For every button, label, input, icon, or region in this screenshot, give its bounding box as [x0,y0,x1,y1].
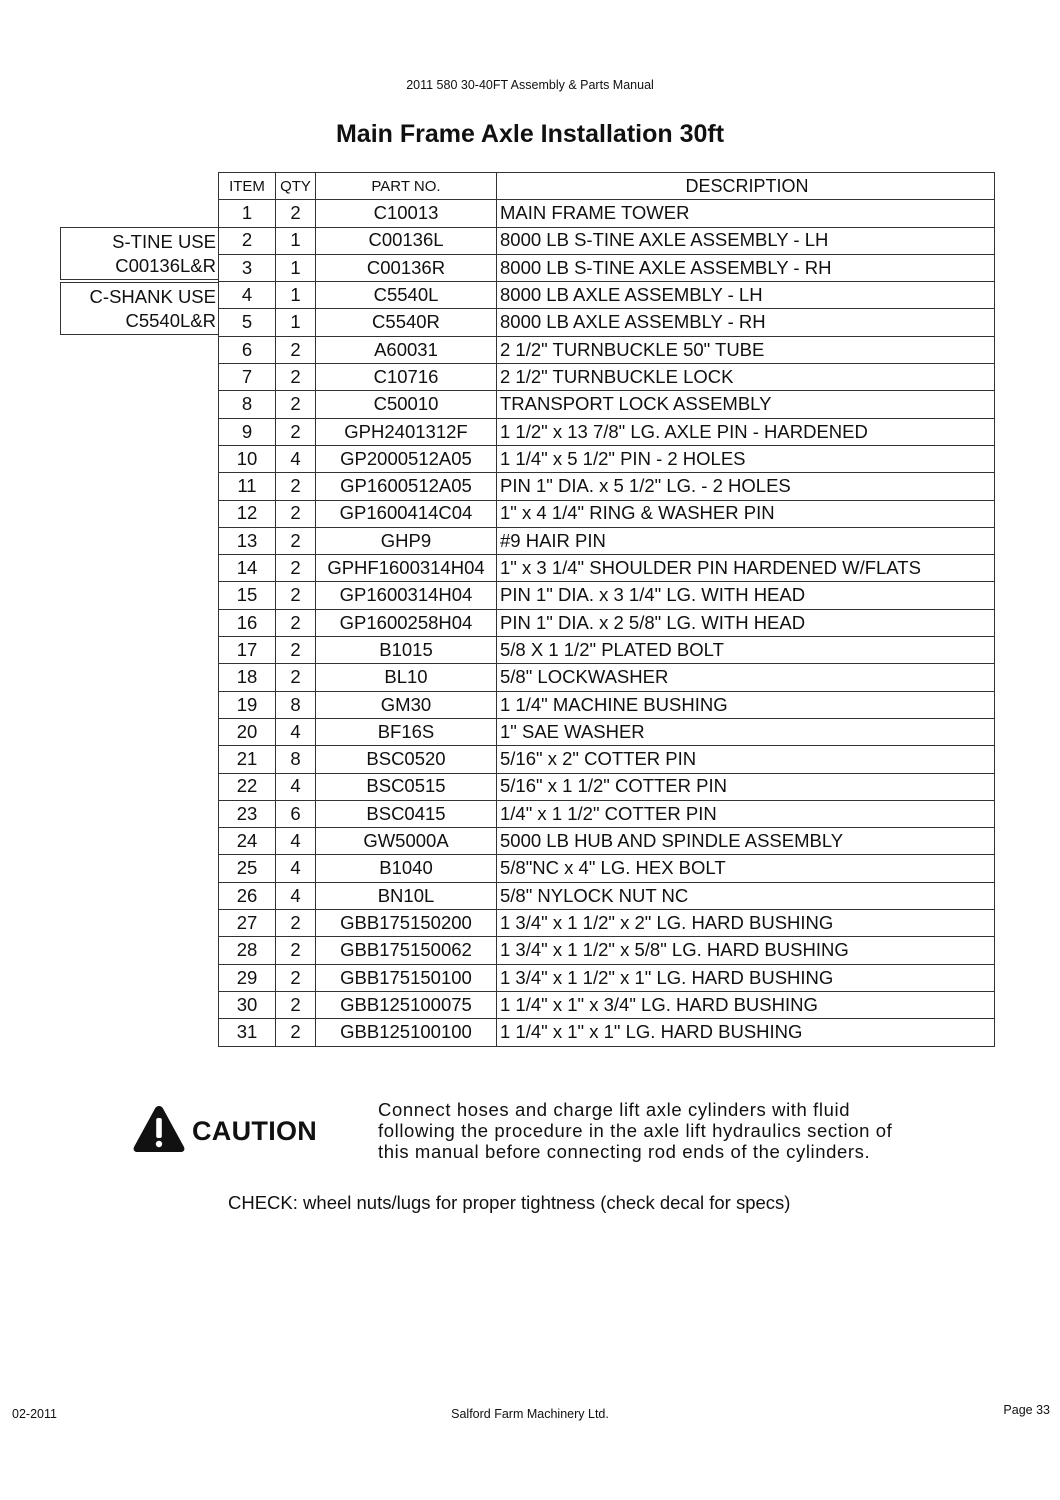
part-number-cell: C00136R [316,254,497,281]
part-number-cell: GM30 [316,691,497,718]
part-number-cell: GBB175150200 [316,910,497,937]
item-number-cell: 12 [219,500,276,527]
item-number-cell: 1 [219,200,276,227]
item-number-cell: 3 [219,254,276,281]
qty-cell: 1 [276,309,316,336]
side-note-line: C5540L&R [125,310,216,331]
part-number-cell: GP1600314H04 [316,582,497,609]
description-cell: TRANSPORT LOCK ASSEMBLY [497,391,995,418]
check-note: CHECK: wheel nuts/lugs for proper tightness (check decal for specs) [228,1192,791,1213]
description-cell: 1" x 3 1/4" SHOULDER PIN HARDENED W/FLATS [497,555,995,582]
description-cell: 8000 LB S-TINE AXLE ASSEMBLY - RH [497,254,995,281]
description-cell: 5000 LB HUB AND SPINDLE ASSEMBLY [497,828,995,855]
caution-label: CAUTION [192,1116,318,1146]
description-cell: 1 1/4" MACHINE BUSHING [497,691,995,718]
qty-cell: 2 [276,555,316,582]
part-number-cell: GPH2401312F [316,418,497,445]
qty-cell: 2 [276,364,316,391]
part-number-cell: C5540R [316,309,497,336]
item-number-cell: 5 [219,309,276,336]
table-row [219,691,995,718]
table-row [219,254,995,281]
item-number-cell: 11 [219,473,276,500]
description-cell: 1" SAE WASHER [497,718,995,745]
part-number-cell: C5540L [316,282,497,309]
parts-table-body [219,200,995,1046]
description-cell: #9 HAIR PIN [497,527,995,554]
qty-cell: 2 [276,527,316,554]
part-number-cell: BSC0520 [316,746,497,773]
item-number-cell: 31 [219,1019,276,1046]
item-number-cell: 26 [219,882,276,909]
qty-cell: 2 [276,1019,316,1046]
table-row [219,282,995,309]
qty-cell: 2 [276,964,316,991]
part-number-cell: GBB175150100 [316,964,497,991]
description-cell: 1 1/4" x 1" x 1" LG. HARD BUSHING [497,1019,995,1046]
part-number-cell: BN10L [316,882,497,909]
caution-text [378,1099,998,1162]
side-note-s-tine [60,227,218,280]
qty-cell: 4 [276,882,316,909]
part-number-cell: GP1600258H04 [316,609,497,636]
description-cell: 1 3/4" x 1 1/2" x 2" LG. HARD BUSHING [497,910,995,937]
qty-cell: 2 [276,391,316,418]
item-number-cell: 9 [219,418,276,445]
qty-cell: 2 [276,500,316,527]
qty-cell: 4 [276,773,316,800]
column-header-part-no: PART NO. [316,173,497,200]
part-number-cell: BF16S [316,718,497,745]
description-cell: 5/8" NYLOCK NUT NC [497,882,995,909]
item-number-cell: 21 [219,746,276,773]
caution-line: this manual before connecting rod ends of the cylinders. [378,1141,871,1162]
qty-cell: 4 [276,855,316,882]
description-cell: 2 1/2" TURNBUCKLE LOCK [497,364,995,391]
table-row [219,527,995,554]
item-number-cell: 14 [219,555,276,582]
table-row [219,309,995,336]
qty-cell: 8 [276,691,316,718]
qty-cell: 1 [276,282,316,309]
side-note-line: S-TINE USE [112,231,216,252]
qty-cell: 2 [276,910,316,937]
table-row [219,664,995,691]
column-header-qty: QTY [276,173,316,200]
table-row [219,500,995,527]
part-number-cell: GP1600512A05 [316,473,497,500]
part-number-cell: GP1600414C04 [316,500,497,527]
table-row [219,910,995,937]
page-title: Main Frame Axle Installation 30ft [335,120,725,148]
table-row [219,582,995,609]
table-header-row [219,173,995,200]
qty-cell: 1 [276,254,316,281]
part-number-cell: C00136L [316,227,497,254]
item-number-cell: 27 [219,910,276,937]
item-number-cell: 19 [219,691,276,718]
part-number-cell: GPHF1600314H04 [316,555,497,582]
part-number-cell: GBB125100075 [316,991,497,1018]
description-cell: 5/16" x 2" COTTER PIN [497,746,995,773]
part-number-cell: GBB175150062 [316,937,497,964]
table-row [219,391,995,418]
qty-cell: 2 [276,637,316,664]
item-number-cell: 23 [219,800,276,827]
item-number-cell: 20 [219,718,276,745]
caution-line: following the procedure in the axle lift hydraulics section of [378,1120,893,1141]
qty-cell: 2 [276,609,316,636]
qty-cell: 2 [276,991,316,1018]
description-cell: 1 1/2" x 13 7/8" LG. AXLE PIN - HARDENED [497,418,995,445]
warning-triangle-icon [132,1104,186,1159]
table-row [219,746,995,773]
part-number-cell: GHP9 [316,527,497,554]
item-number-cell: 6 [219,336,276,363]
item-number-cell: 18 [219,664,276,691]
description-cell: 5/8 X 1 1/2" PLATED BOLT [497,637,995,664]
qty-cell: 4 [276,828,316,855]
description-cell: 8000 LB S-TINE AXLE ASSEMBLY - LH [497,227,995,254]
description-cell: 1 1/4" x 1" x 3/4" LG. HARD BUSHING [497,991,995,1018]
item-number-cell: 30 [219,991,276,1018]
qty-cell: 2 [276,937,316,964]
qty-cell: 2 [276,664,316,691]
description-cell: PIN 1" DIA. x 2 5/8" LG. WITH HEAD [497,609,995,636]
item-number-cell: 2 [219,227,276,254]
table-row [219,200,995,227]
part-number-cell: GBB125100100 [316,1019,497,1046]
qty-cell: 2 [276,582,316,609]
table-row [219,828,995,855]
caution-block [132,1104,317,1159]
table-row [219,555,995,582]
parts-table [218,172,995,1047]
part-number-cell: BSC0515 [316,773,497,800]
footer-date: 02-2011 [12,1407,57,1421]
table-row [219,937,995,964]
item-number-cell: 4 [219,282,276,309]
qty-cell: 4 [276,718,316,745]
part-number-cell: A60031 [316,336,497,363]
item-number-cell: 17 [219,637,276,664]
qty-cell: 1 [276,227,316,254]
item-number-cell: 10 [219,445,276,472]
table-row [219,445,995,472]
side-note-c-shank [60,282,218,335]
part-number-cell: C10013 [316,200,497,227]
table-row [219,882,995,909]
item-number-cell: 24 [219,828,276,855]
item-number-cell: 8 [219,391,276,418]
table-row [219,855,995,882]
description-cell: PIN 1" DIA. x 5 1/2" LG. - 2 HOLES [497,473,995,500]
part-number-cell: B1040 [316,855,497,882]
part-number-cell: B1015 [316,637,497,664]
caution-line: Connect hoses and charge lift axle cylinders with fluid [378,1099,851,1120]
description-cell: 1/4" x 1 1/2" COTTER PIN [497,800,995,827]
table-row [219,336,995,363]
column-header-item: ITEM [219,173,276,200]
description-cell: MAIN FRAME TOWER [497,200,995,227]
table-row [219,227,995,254]
item-number-cell: 7 [219,364,276,391]
qty-cell: 2 [276,336,316,363]
qty-cell: 2 [276,200,316,227]
qty-cell: 2 [276,418,316,445]
description-cell: 5/8" LOCKWASHER [497,664,995,691]
description-cell: 5/16" x 1 1/2" COTTER PIN [497,773,995,800]
part-number-cell: C10716 [316,364,497,391]
qty-cell: 6 [276,800,316,827]
description-cell: 8000 LB AXLE ASSEMBLY - LH [497,282,995,309]
description-cell: 5/8"NC x 4" LG. HEX BOLT [497,855,995,882]
side-note-line: C-SHANK USE [89,286,216,307]
table-row [219,473,995,500]
table-row [219,964,995,991]
footer-company: Salford Farm Machinery Ltd. [451,1407,609,1421]
description-cell: PIN 1" DIA. x 3 1/4" LG. WITH HEAD [497,582,995,609]
table-row [219,773,995,800]
qty-cell: 8 [276,746,316,773]
part-number-cell: BSC0415 [316,800,497,827]
item-number-cell: 15 [219,582,276,609]
description-cell: 1" x 4 1/4" RING & WASHER PIN [497,500,995,527]
part-number-cell: GP2000512A05 [316,445,497,472]
item-number-cell: 25 [219,855,276,882]
table-row [219,800,995,827]
description-cell: 1 1/4" x 5 1/2" PIN - 2 HOLES [497,445,995,472]
item-number-cell: 16 [219,609,276,636]
qty-cell: 4 [276,445,316,472]
item-number-cell: 22 [219,773,276,800]
table-row [219,637,995,664]
item-number-cell: 28 [219,937,276,964]
column-header-description: DESCRIPTION [497,173,995,200]
part-number-cell: GW5000A [316,828,497,855]
part-number-cell: C50010 [316,391,497,418]
item-number-cell: 29 [219,964,276,991]
item-number-cell: 13 [219,527,276,554]
side-note-line: C00136L&R [115,255,216,276]
manual-header: 2011 580 30-40FT Assembly & Parts Manual [406,78,654,92]
table-row [219,364,995,391]
description-cell: 1 3/4" x 1 1/2" x 1" LG. HARD BUSHING [497,964,995,991]
table-row [219,718,995,745]
footer-page-number: Page 33 [1003,1403,1050,1417]
description-cell: 2 1/2" TURNBUCKLE 50" TUBE [497,336,995,363]
description-cell: 8000 LB AXLE ASSEMBLY - RH [497,309,995,336]
part-number-cell: BL10 [316,664,497,691]
table-row [219,418,995,445]
table-row [219,1019,995,1046]
qty-cell: 2 [276,473,316,500]
table-row [219,991,995,1018]
description-cell: 1 3/4" x 1 1/2" x 5/8" LG. HARD BUSHING [497,937,995,964]
table-row [219,609,995,636]
